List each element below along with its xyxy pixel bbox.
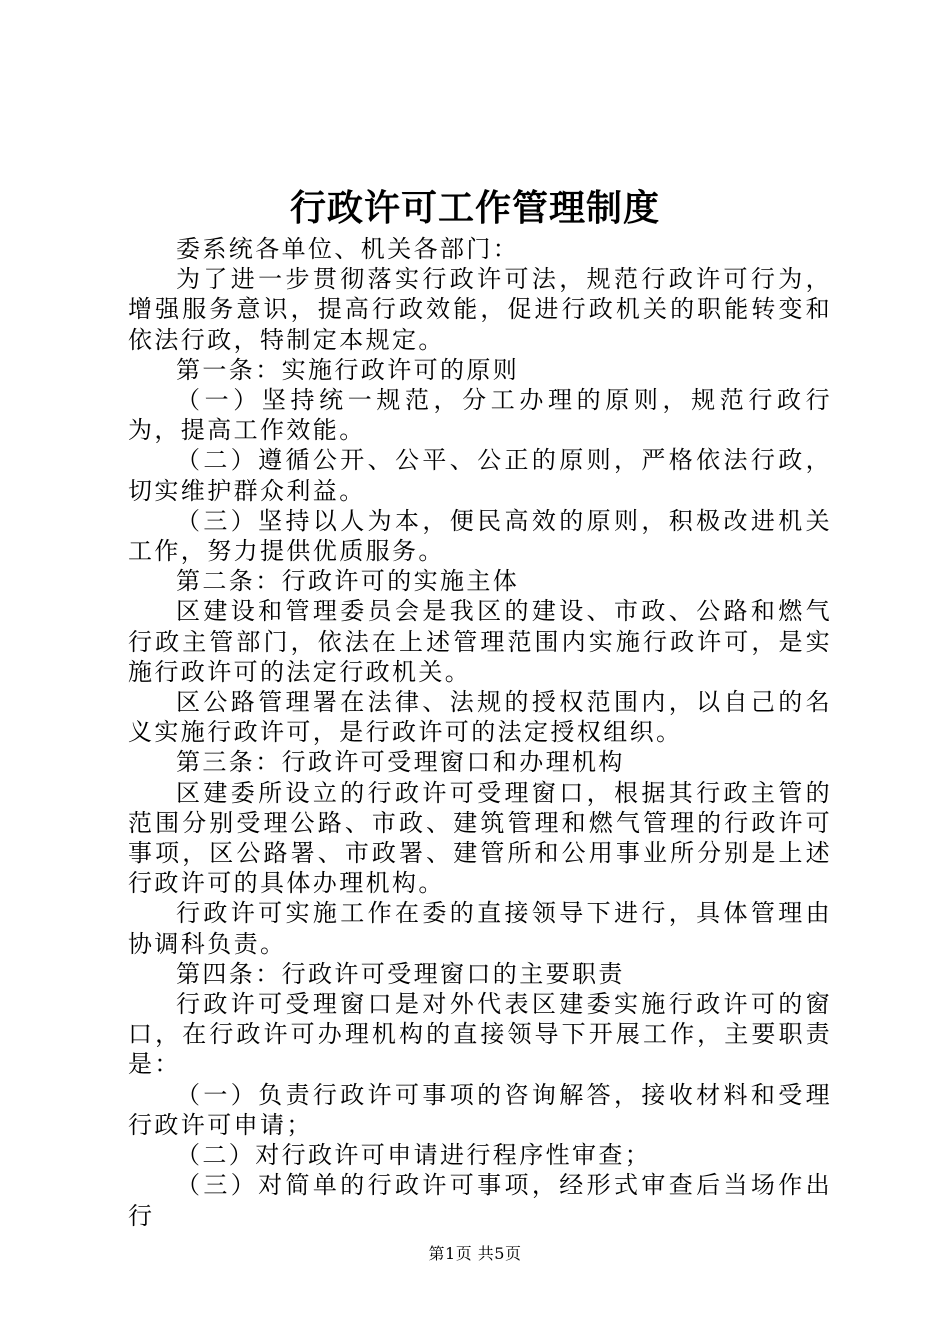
document-title: 行政许可工作管理制度: [289, 187, 660, 229]
article-3-heading: 第三条：行政许可受理窗口和办理机构: [176, 748, 625, 777]
article-3-paragraph-1: 区建委所设立的行政许可受理窗口，根据其行政主管的范围分别受理公路、市政、建筑管理和燃气管理的行政许可事项，区公路署、市政署、建管所和公用事业所分别是上述行政许可的具体办理机构。: [128, 778, 832, 898]
intro-paragraph: 为了进一步贯彻落实行政许可法，规范行政许可行为，增强服务意识，提高行政效能，促进行政机关的职能转变和依法行政，特制定本规定。: [128, 265, 832, 354]
article-4-paragraph-1: 行政许可受理窗口是对外代表区建委实施行政许可的窗口，在行政许可办理机构的直接领导下开展工作，主要职责是：: [128, 990, 832, 1079]
article-4-item-2: （二）对行政许可申请进行程序性审查；: [176, 1141, 652, 1170]
article-2-paragraph-2: 区公路管理署在法律、法规的授权范围内，以自己的名义实施行政许可，是行政许可的法定授权组织。: [128, 688, 832, 747]
article-1-item-1: （一）坚持统一规范，分工办理的原则，规范行政行为，提高工作效能。: [128, 386, 832, 445]
document-body: [128, 234, 832, 1231]
article-3-paragraph-2: 行政许可实施工作在委的直接领导下进行，具体管理由协调科负责。: [128, 899, 832, 958]
page-number-footer: 第1页 共5页: [428, 1244, 522, 1263]
article-2-paragraph-1: 区建设和管理委员会是我区的建设、市政、公路和燃气行政主管部门，依法在上述管理范围内实施行政许可，是实施行政许可的法定行政机关。: [128, 597, 832, 686]
article-1-heading: 第一条：实施行政许可的原则: [176, 355, 520, 384]
article-1-item-3: （三）坚持以人为本，便民高效的原则，积极改进机关工作，努力提供优质服务。: [128, 506, 832, 566]
article-4-item-3: （三）对简单的行政许可事项，经形式审查后当场作出行: [128, 1171, 832, 1230]
article-1-item-2: （二）遵循公开、公平、公正的原则，严格依法行政，切实维护群众利益。: [128, 446, 832, 505]
article-4-heading: 第四条：行政许可受理窗口的主要职责: [176, 959, 625, 988]
article-4-item-1: （一）负责行政许可事项的咨询解答，接收材料和受理行政许可申请；: [128, 1080, 832, 1139]
salutation: 委系统各单位、机关各部门：: [176, 235, 520, 263]
article-2-heading: 第二条：行政许可的实施主体: [176, 567, 520, 596]
